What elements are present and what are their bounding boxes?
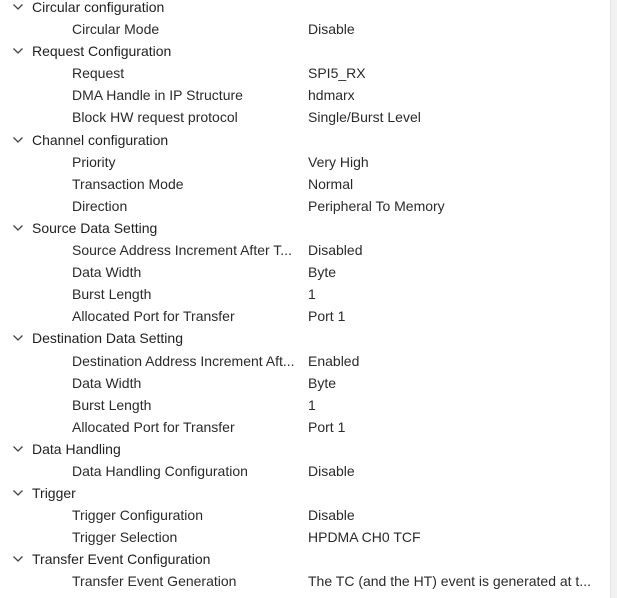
property-value[interactable]: Disable <box>308 462 355 479</box>
property-name: Data Width <box>72 374 142 391</box>
property-row[interactable] <box>0 305 610 327</box>
property-name: Data Width <box>72 264 142 281</box>
property-value[interactable]: Byte <box>308 374 337 391</box>
property-value[interactable]: Peripheral To Memory <box>308 197 445 214</box>
tree-group-row[interactable] <box>0 217 610 239</box>
group-title: Trigger <box>32 485 76 502</box>
property-row[interactable] <box>0 195 610 217</box>
property-name: Trigger Configuration <box>72 507 203 524</box>
tree-group-row[interactable] <box>0 40 610 62</box>
property-row[interactable] <box>0 261 610 283</box>
property-row[interactable] <box>0 350 610 372</box>
property-row[interactable] <box>0 151 610 173</box>
group-title: Request Configuration <box>32 43 172 60</box>
tree-group-row[interactable] <box>0 548 610 570</box>
tree-group-row[interactable] <box>0 482 610 504</box>
property-row[interactable] <box>0 239 610 261</box>
property-value[interactable]: 1 <box>308 286 316 303</box>
chevron-down-icon[interactable] <box>9 438 27 460</box>
property-name: Burst Length <box>72 396 152 413</box>
property-name: Priority <box>72 153 116 170</box>
property-value[interactable]: SPI5_RX <box>308 65 366 82</box>
property-row[interactable] <box>0 394 610 416</box>
property-value[interactable]: Very High <box>308 153 369 170</box>
tree-group-row[interactable] <box>0 129 610 151</box>
property-row[interactable] <box>0 283 610 305</box>
tree-group-row[interactable] <box>0 0 610 18</box>
chevron-down-icon[interactable] <box>9 40 27 62</box>
property-value[interactable]: The TC (and the HT) event is generated at t... <box>308 573 591 590</box>
property-name: Data Handling Configuration <box>72 462 248 479</box>
property-row[interactable] <box>0 18 610 40</box>
group-title: Destination Data Setting <box>32 330 183 347</box>
property-value[interactable]: hdmarx <box>308 87 355 104</box>
property-name: Circular Mode <box>72 21 160 38</box>
tree-group-row[interactable] <box>0 327 610 349</box>
chevron-down-icon[interactable] <box>9 548 27 570</box>
property-name: Trigger Selection <box>72 529 178 546</box>
property-name: DMA Handle in IP Structure <box>72 87 243 104</box>
property-value[interactable]: Byte <box>308 264 337 281</box>
property-value[interactable]: HPDMA CH0 TCF <box>308 529 421 546</box>
property-name: Transaction Mode <box>72 175 184 192</box>
tree-group-row[interactable] <box>0 438 610 460</box>
property-value[interactable]: 1 <box>308 396 316 413</box>
property-name: Transfer Event Generation <box>72 573 237 590</box>
property-value[interactable]: Port 1 <box>308 418 346 435</box>
property-value[interactable]: Single/Burst Level <box>308 109 421 126</box>
property-row[interactable] <box>0 526 610 548</box>
property-name: Destination Address Increment Aft... <box>72 352 295 369</box>
property-value[interactable]: Disable <box>308 21 355 38</box>
property-row[interactable] <box>0 62 610 84</box>
property-value[interactable]: Enabled <box>308 352 360 369</box>
property-value[interactable]: Disable <box>308 507 355 524</box>
property-row[interactable] <box>0 372 610 394</box>
property-value[interactable]: Normal <box>308 175 354 192</box>
chevron-down-icon[interactable] <box>9 327 27 349</box>
property-name: Allocated Port for Transfer <box>72 418 235 435</box>
chevron-down-icon[interactable] <box>9 129 27 151</box>
property-row[interactable] <box>0 460 610 482</box>
property-name: Block HW request protocol <box>72 109 238 126</box>
group-title: Circular configuration <box>32 0 165 15</box>
property-row[interactable] <box>0 84 610 106</box>
property-row[interactable] <box>0 173 610 195</box>
property-row[interactable] <box>0 106 610 128</box>
scrollbar-thumb[interactable] <box>610 0 617 598</box>
group-title: Transfer Event Configuration <box>32 551 211 568</box>
property-value[interactable]: Disabled <box>308 242 363 259</box>
vertical-scrollbar[interactable] <box>610 0 617 598</box>
property-row[interactable] <box>0 570 610 592</box>
property-name: Request <box>72 65 125 82</box>
property-name: Allocated Port for Transfer <box>72 308 235 325</box>
property-name: Source Address Increment After T... <box>72 242 292 259</box>
property-name: Burst Length <box>72 286 152 303</box>
group-title: Source Data Setting <box>32 219 158 236</box>
property-name: Direction <box>72 197 128 214</box>
property-value[interactable]: Port 1 <box>308 308 346 325</box>
chevron-down-icon[interactable] <box>9 482 27 504</box>
property-row[interactable] <box>0 504 610 526</box>
chevron-down-icon[interactable] <box>9 217 27 239</box>
property-row[interactable] <box>0 416 610 438</box>
chevron-down-icon[interactable] <box>9 0 27 18</box>
group-title: Data Handling <box>32 440 121 457</box>
group-title: Channel configuration <box>32 131 169 148</box>
